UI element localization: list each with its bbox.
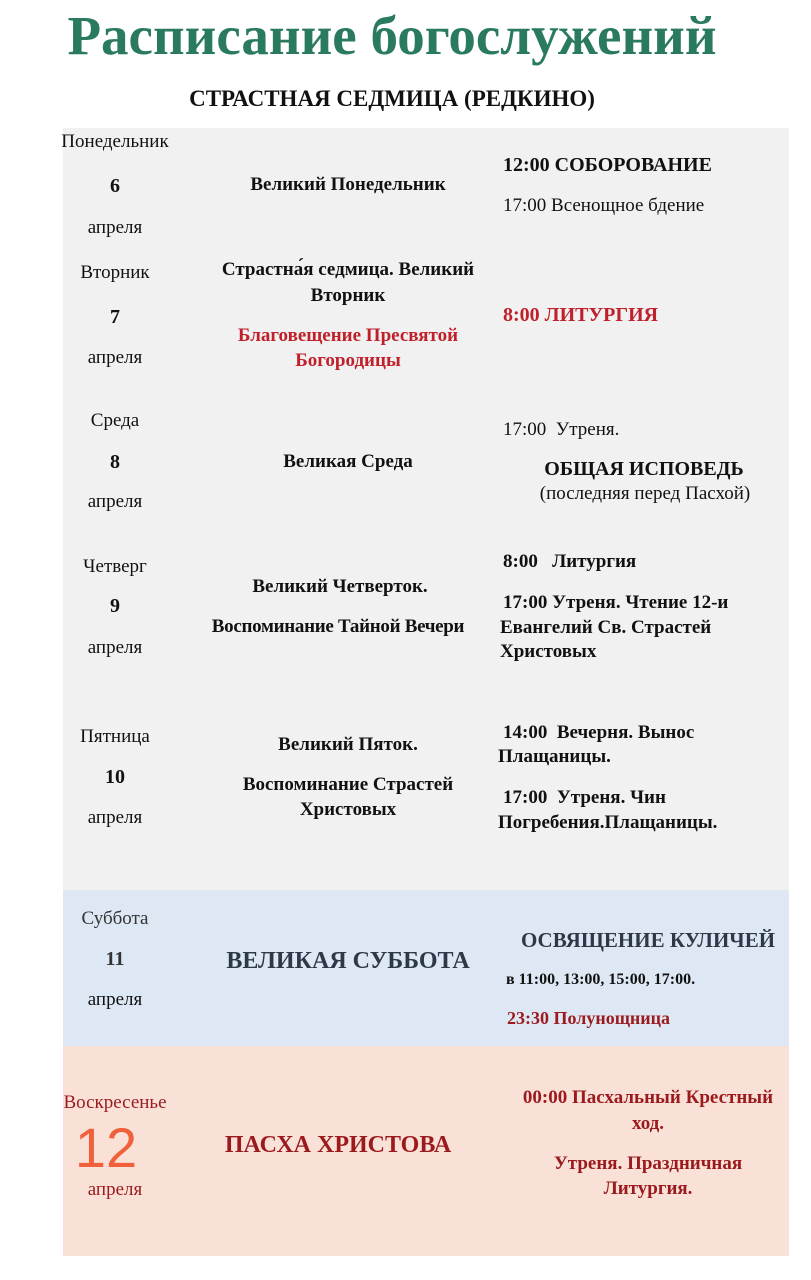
weekday: Воскресенье [63, 1092, 167, 1113]
service: 8:00 ЛИТУРГИЯ [503, 304, 659, 326]
date: 8 [110, 451, 120, 473]
day-title: Великий Пяток. [278, 734, 418, 755]
service: ОБЩАЯ ИСПОВЕДЬ [544, 458, 744, 480]
day-title: Великая Среда [283, 451, 413, 472]
date: 7 [110, 306, 120, 328]
service: 00:00 Пасхальный Крестный [522, 1087, 774, 1108]
service-note: (последняя перед Пасхой) [539, 483, 751, 504]
month: апреля [87, 347, 143, 368]
weekday: Среда [90, 410, 140, 431]
service: Христовых [500, 641, 597, 662]
service: 17:00 Всенощное бдение [503, 195, 705, 216]
month: апреля [87, 1179, 143, 1200]
service: 17:00 Утреня. [503, 419, 620, 440]
service: Литургия. [603, 1178, 693, 1199]
day-title: Воспоминание Страстей [242, 774, 454, 795]
date: 12 [74, 1116, 138, 1179]
month: апреля [87, 637, 143, 658]
day-title: Страстна́я седмица. Великий [221, 259, 475, 280]
service: Погребения.Плащаницы. [498, 812, 718, 833]
day-title: ВЕЛИКАЯ СУББОТА [226, 948, 470, 974]
weekday: Пятница [80, 726, 150, 747]
day-title: Вторник [310, 285, 386, 306]
month: апреля [87, 807, 143, 828]
month: апреля [87, 491, 143, 512]
weekday: Суббота [81, 908, 149, 929]
feast-title: Благовещение Пресвятой [237, 325, 459, 346]
date: 10 [105, 766, 125, 788]
service: Утреня. Праздничная [553, 1153, 743, 1174]
service: 8:00 Литургия [503, 551, 637, 572]
weekday: Вторник [80, 262, 150, 283]
service: ход. [631, 1113, 665, 1134]
date: 6 [110, 175, 120, 197]
service: 12:00 СОБОРОВАНИЕ [503, 154, 712, 176]
service: 23:30 Полунощница [507, 1008, 671, 1028]
day-title: ПАСХА ХРИСТОВА [224, 1132, 452, 1158]
day-title: Великий Понедельник [250, 174, 446, 195]
date: 11 [105, 948, 125, 970]
service-times: в 11:00, 13:00, 15:00, 17:00. [506, 971, 696, 988]
service: 17:00 Утреня. Чтение 12-и [503, 592, 729, 613]
service: Плащаницы. [498, 746, 611, 767]
day-title: Воспоминание Тайной Вечери [211, 616, 465, 637]
page-title: Расписание богослужений [67, 5, 717, 66]
day-title: Христовых [299, 799, 397, 820]
service: ОСВЯЩЕНИЕ КУЛИЧЕЙ [520, 928, 776, 952]
service: 14:00 Вечерня. Вынос [503, 722, 695, 743]
month: апреля [87, 989, 143, 1010]
month: апреля [87, 217, 143, 238]
service: Евангелий Св. Страстей [500, 617, 712, 638]
weekday: Понедельник [61, 131, 169, 152]
date: 9 [110, 595, 120, 617]
service: 17:00 Утреня. Чин [503, 787, 666, 808]
weekday: Четверг [83, 556, 147, 577]
page-subtitle: СТРАСТНАЯ СЕДМИЦА (РЕДКИНО) [189, 86, 595, 111]
day-title: Великий Четверток. [252, 576, 428, 597]
feast-title: Богородицы [295, 350, 401, 371]
